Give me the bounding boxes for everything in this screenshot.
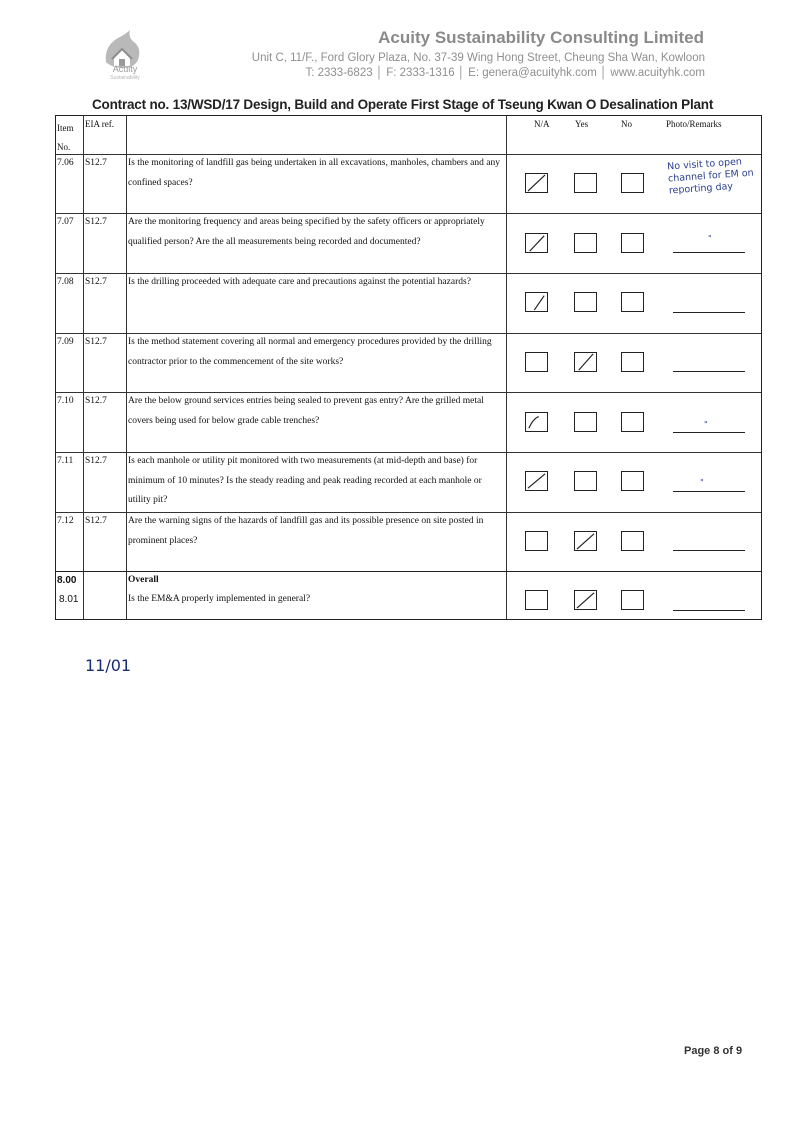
yes-checkbox[interactable] [574, 292, 597, 312]
remark-handwriting: " [704, 420, 708, 429]
item-number: 7.11 [57, 456, 74, 466]
question-text: Are the below ground services entries being sealed to prevent gas entry? Are the grilled metal covers being used for below grade cable trenches? [128, 396, 484, 426]
eia-ref: S12.7 [85, 396, 107, 406]
remark-line [673, 610, 745, 611]
na-checkbox[interactable] [525, 531, 548, 551]
remark-line [673, 432, 745, 433]
question-text: Is the monitoring of landfill gas being undertaken in all excavations, manholes, chambers and any confined spaces? [128, 158, 500, 188]
company-contact: T: 2333-6823 │ F: 2333-1316 │ E: genera@acuityhk.com │ www.acuityhk.com [305, 67, 705, 79]
column-divider [83, 116, 84, 619]
no-checkbox[interactable] [621, 173, 644, 193]
eia-ref: S12.7 [85, 158, 107, 168]
na-checkbox[interactable] [525, 233, 548, 253]
check-mark-icon [526, 293, 547, 311]
header-eia: EIA ref. [85, 119, 114, 129]
company-address: Unit C, 11/F., Ford Glory Plaza, No. 37-39 Wing Hong Street, Cheung Sha Wan, Kowloon [251, 52, 705, 64]
question-text: Are the monitoring frequency and areas being specified by the safety officers or appropriately qualified person? Are the all measurements being recorded and documented? [128, 217, 485, 247]
na-checkbox[interactable] [525, 590, 548, 610]
item-number: 8.01 [59, 594, 79, 605]
eia-ref: S12.7 [85, 456, 107, 466]
header-item-line1: Item [57, 123, 74, 133]
na-checkbox[interactable] [525, 292, 548, 312]
eia-ref: S12.7 [85, 277, 107, 287]
no-checkbox[interactable] [621, 352, 644, 372]
header-remarks: Photo/Remarks [666, 119, 722, 129]
eia-ref: S12.7 [85, 337, 107, 347]
header-yes: Yes [575, 119, 589, 129]
na-checkbox[interactable] [525, 352, 548, 372]
yes-checkbox[interactable] [574, 531, 597, 551]
logo-subtext: Sustainability [110, 75, 140, 81]
remark-line [673, 550, 745, 551]
item-number: 7.10 [57, 396, 74, 406]
header-item [57, 119, 74, 157]
item-number: 7.12 [57, 516, 74, 526]
header-item-line2: No. [57, 142, 71, 152]
check-mark-icon [526, 472, 547, 490]
checklist-table [55, 115, 762, 620]
company-name: Acuity Sustainability Consulting Limited [378, 28, 704, 47]
remark-handwriting: " [708, 234, 712, 243]
item-number: 7.08 [57, 277, 74, 287]
remark-line [673, 252, 745, 253]
contract-title: Contract no. 13/WSD/17 Design, Build and Operate First Stage of Tseung Kwan O Desalination Plant [92, 97, 714, 112]
remark-line [673, 312, 745, 313]
question-text: Is each manhole or utility pit monitored with two measurements (at mid-depth and base) for minimum of 10 minutes? Is the steady reading and peak reading recorded at each manhole or utility pit? [128, 456, 482, 505]
no-checkbox[interactable] [621, 531, 644, 551]
yes-checkbox[interactable] [574, 590, 597, 610]
question-text: Is the drilling proceeded with adequate care and precautions against the potential hazards? [128, 277, 471, 287]
question-text: Are the warning signs of the hazards of landfill gas and its possible presence on site posted in prominent places? [128, 516, 484, 546]
check-mark-icon [575, 591, 596, 609]
yes-checkbox[interactable] [574, 233, 597, 253]
column-divider [126, 116, 127, 619]
remark-line [673, 371, 745, 372]
eia-ref: S12.7 [85, 217, 107, 227]
question-text: Is the EM&A properly implemented in general? [128, 594, 311, 604]
logo-text: Acuity [112, 64, 138, 74]
yes-checkbox[interactable] [574, 173, 597, 193]
question-text: Is the method statement covering all normal and emergency procedures provided by the drilling contractor prior to the commencement of the site works? [128, 337, 492, 367]
na-checkbox[interactable] [525, 471, 548, 491]
no-checkbox[interactable] [621, 471, 644, 491]
item-number: 7.07 [57, 217, 74, 227]
no-checkbox[interactable] [621, 233, 644, 253]
section-number: 8.00 [57, 575, 77, 586]
header-no: No [621, 119, 632, 129]
yes-checkbox[interactable] [574, 352, 597, 372]
yes-checkbox[interactable] [574, 471, 597, 491]
remark-handwriting: No visit to open channel for EM on reporting day [666, 156, 755, 197]
check-mark-icon [526, 234, 547, 252]
column-divider [506, 116, 507, 619]
check-mark-icon [575, 353, 596, 371]
check-mark-icon [575, 532, 596, 550]
no-checkbox[interactable] [621, 412, 644, 432]
remark-line [673, 491, 745, 492]
check-mark-icon [526, 174, 547, 192]
header-na: N/A [534, 119, 550, 129]
no-checkbox[interactable] [621, 590, 644, 610]
eia-ref: S12.7 [85, 516, 107, 526]
yes-checkbox[interactable] [574, 412, 597, 432]
check-mark-icon [526, 413, 547, 431]
handwritten-date: 11/01 [85, 656, 132, 675]
item-number: 7.09 [57, 337, 74, 347]
na-checkbox[interactable] [525, 173, 548, 193]
page-number: Page 8 of 9 [684, 1045, 743, 1057]
no-checkbox[interactable] [621, 292, 644, 312]
section-title: Overall [128, 575, 159, 585]
remark-handwriting: " [700, 478, 704, 487]
item-number: 7.06 [57, 158, 74, 168]
na-checkbox[interactable] [525, 412, 548, 432]
